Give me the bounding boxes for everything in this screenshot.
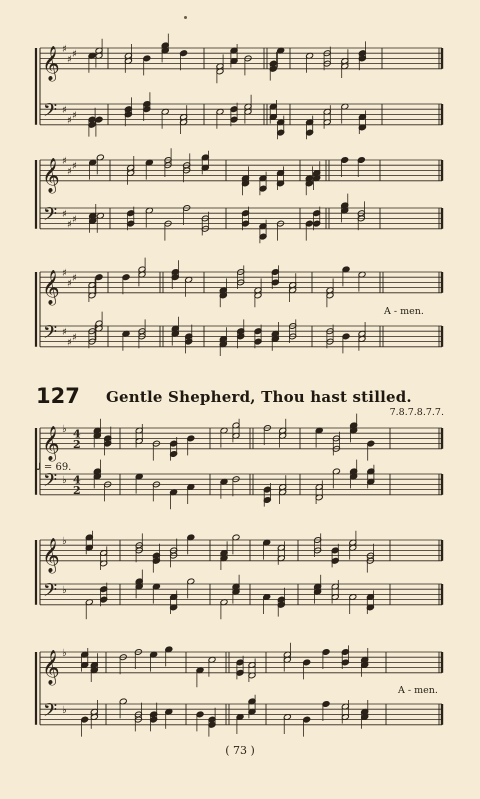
- bass-clef-icon: 𝄢: [43, 204, 58, 230]
- sharp-icon: ♯: [67, 166, 72, 178]
- sharp-icon: ♯: [67, 278, 72, 290]
- flat-icon: ♭: [62, 475, 67, 487]
- bass-clef-icon: 𝄢: [43, 470, 58, 496]
- flat-icon: ♭: [62, 424, 67, 435]
- amen-lyric: A - men.: [384, 306, 424, 317]
- flat-icon: ♭: [62, 705, 67, 717]
- sharp-icon: ♯: [72, 273, 77, 285]
- time-signature: 2: [73, 437, 81, 451]
- amen-lyric: A - men.: [398, 685, 438, 696]
- sharp-icon: ♯: [67, 219, 72, 231]
- sharp-icon: ♯: [72, 161, 77, 173]
- treble-clef-icon: 𝄞: [42, 157, 60, 193]
- treble-clef-icon: 𝄞: [42, 537, 60, 573]
- treble-clef-icon: 𝄞: [42, 425, 60, 461]
- treble-clef-icon: 𝄞: [42, 269, 60, 305]
- hymn-meter: 7.8.7.8.7.7.: [389, 407, 444, 418]
- sharp-icon: ♯: [67, 54, 72, 66]
- sharp-icon: ♯: [62, 268, 67, 279]
- sharp-icon: ♯: [67, 337, 72, 349]
- sharp-icon: ♯: [62, 327, 67, 339]
- bass-clef-icon: 𝄢: [43, 700, 58, 726]
- hymn-title: Gentle Shepherd, Thou hast stilled.: [106, 388, 412, 406]
- flat-icon: ♭: [62, 536, 67, 547]
- sharp-icon: ♯: [72, 49, 77, 61]
- bass-clef-icon: 𝄢: [43, 580, 58, 606]
- sharp-icon: ♯: [62, 44, 67, 55]
- hymn-number: 127: [36, 384, 80, 408]
- time-signature: 4: [73, 473, 81, 487]
- sharp-icon: ♯: [62, 156, 67, 167]
- flat-icon: ♭: [62, 648, 67, 659]
- sharp-icon: ♯: [62, 105, 67, 117]
- time-signature: 4: [73, 427, 81, 441]
- sharp-icon: ♯: [67, 115, 72, 127]
- bass-clef-icon: 𝄢: [43, 322, 58, 348]
- treble-clef-icon: 𝄞: [42, 649, 60, 685]
- sharp-icon: ♯: [72, 214, 77, 226]
- sharp-icon: ♯: [62, 209, 67, 221]
- sharp-icon: ♯: [72, 332, 77, 344]
- tempo-marking: ♩ = 69.: [36, 462, 72, 473]
- page-number: ( 73 ): [225, 744, 255, 757]
- bass-clef-icon: 𝄢: [43, 100, 58, 126]
- treble-clef-icon: 𝄞: [42, 45, 60, 81]
- flat-icon: ♭: [62, 585, 67, 597]
- sharp-icon: ♯: [72, 110, 77, 122]
- time-signature: 2: [73, 483, 81, 497]
